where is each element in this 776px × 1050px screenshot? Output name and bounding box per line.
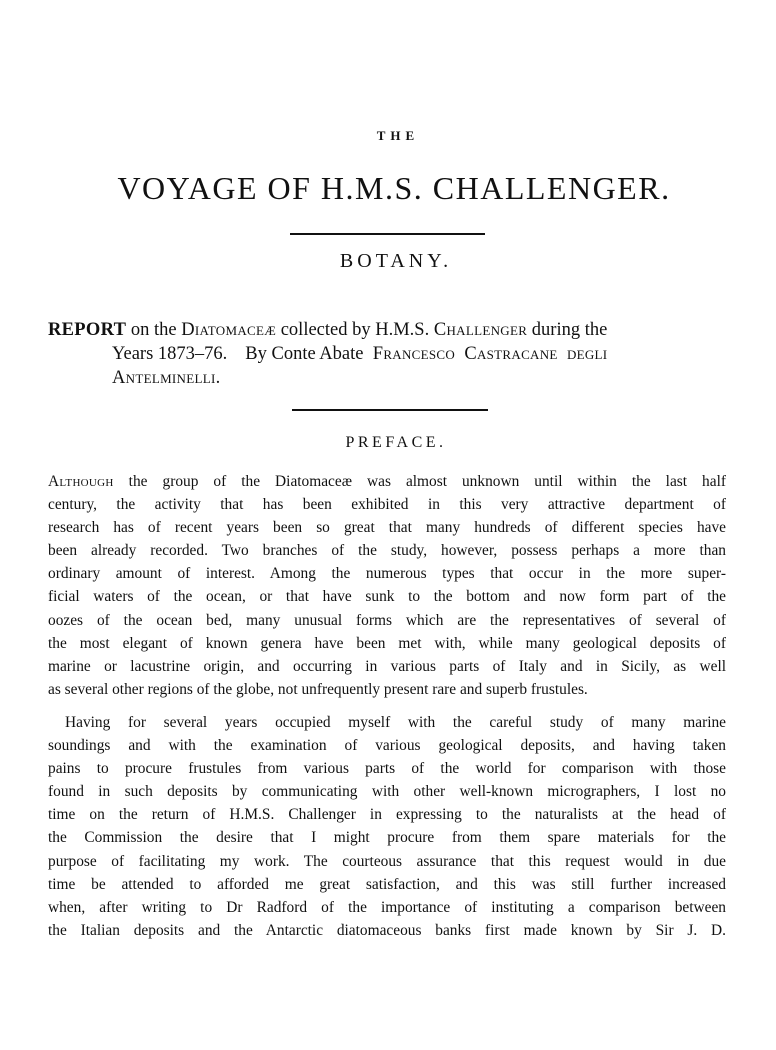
opening-word: Although bbox=[48, 473, 114, 490]
report-line-3 bbox=[48, 366, 726, 390]
report-years: Years 1873–76. bbox=[112, 344, 228, 364]
report-author-degli: degli bbox=[566, 344, 608, 364]
paragraph-line: time on the return of H.M.S. Challenger in expressing to the naturalists at the head of bbox=[48, 806, 726, 824]
paragraph-line: Having for several years occupied myself with the careful study of many marine bbox=[65, 714, 726, 731]
paragraph-line: time be attended to afforded me great satisfaction, and this was still further increased bbox=[48, 875, 726, 893]
report-author-last: Castracane bbox=[464, 344, 558, 364]
paragraph-line: oozes of the ocean bed, many unusual forms which are the representatives of several of bbox=[48, 611, 726, 629]
paragraph-line: when, after writing to Dr Radford of the importance of instituting a comparison between bbox=[48, 898, 726, 916]
paragraph-line: purpose of facilitating my work. The courteous assurance that this request would in due bbox=[48, 852, 726, 870]
paragraph-line: Although the group of the Diatomaceæ was almost unknown until within the last half bbox=[48, 473, 726, 490]
report-statement bbox=[48, 318, 726, 390]
paragraph-line: the Commission the desire that I might procure from them spare materials for the bbox=[48, 829, 726, 847]
section-title: BOTANY. bbox=[339, 250, 453, 272]
paragraph-line: as several other regions of the globe, not unfrequently present rare and superb frustules. bbox=[48, 680, 588, 698]
paragraph-line: research has of recent years been so great that many hundreds of different species have bbox=[48, 519, 726, 537]
title-divider bbox=[290, 233, 485, 235]
report-subject: Diatomaceæ bbox=[181, 320, 277, 340]
report-author-first: Francesco bbox=[372, 344, 456, 364]
report-divider bbox=[292, 409, 488, 411]
report-during-the: during the bbox=[531, 320, 608, 340]
paragraph-line: the Italian deposits and the Antarctic diatomaceous banks first made known by Sir J. D. bbox=[48, 921, 726, 939]
preface-paragraph-2 bbox=[48, 711, 726, 942]
report-line-2 bbox=[48, 342, 726, 366]
paragraph-line: pains to procure frustules from various parts of the world for comparison with those bbox=[48, 760, 726, 778]
paragraph-line: marine or lacustrine origin, and occurring in various parts of Italy and in Sicily, as well bbox=[48, 657, 726, 675]
report-author-end: Antelminelli. bbox=[112, 368, 221, 388]
report-ship-name: Challenger bbox=[433, 320, 528, 340]
report-on-the: on the bbox=[130, 320, 177, 340]
paragraph-line: ficial waters of the ocean, or that have sunk to the bottom and now form part of the bbox=[48, 588, 726, 606]
paragraph-line: the most elegant of known genera have been met with, while many geological deposits of bbox=[48, 634, 726, 652]
title-kicker: THE bbox=[376, 128, 420, 143]
paragraph-line: ordinary amount of interest. Among the numerous types that occur in the more super- bbox=[48, 565, 726, 583]
paragraph-line: found in such deposits by communicating with other well-known micrographers, I lost no bbox=[48, 783, 726, 801]
report-by-conte-abate: By Conte Abate bbox=[245, 344, 364, 364]
page-title: VOYAGE OF H.M.S. CHALLENGER. bbox=[117, 170, 671, 206]
report-line-1 bbox=[48, 318, 726, 342]
paragraph-line: century, the activity that has been exhibited in this very attractive department of bbox=[48, 496, 726, 514]
report-word: REPORT bbox=[48, 320, 127, 340]
report-collected-by: collected by H.M.S. bbox=[280, 320, 430, 340]
paragraph-line: been already recorded. Two branches of the study, however, possess perhaps a more than bbox=[48, 542, 726, 560]
preface-heading: PREFACE. bbox=[345, 434, 447, 451]
preface-paragraph-1 bbox=[48, 470, 726, 701]
paragraph-line: soundings and with the examination of various geological deposits, and having taken bbox=[48, 737, 726, 755]
